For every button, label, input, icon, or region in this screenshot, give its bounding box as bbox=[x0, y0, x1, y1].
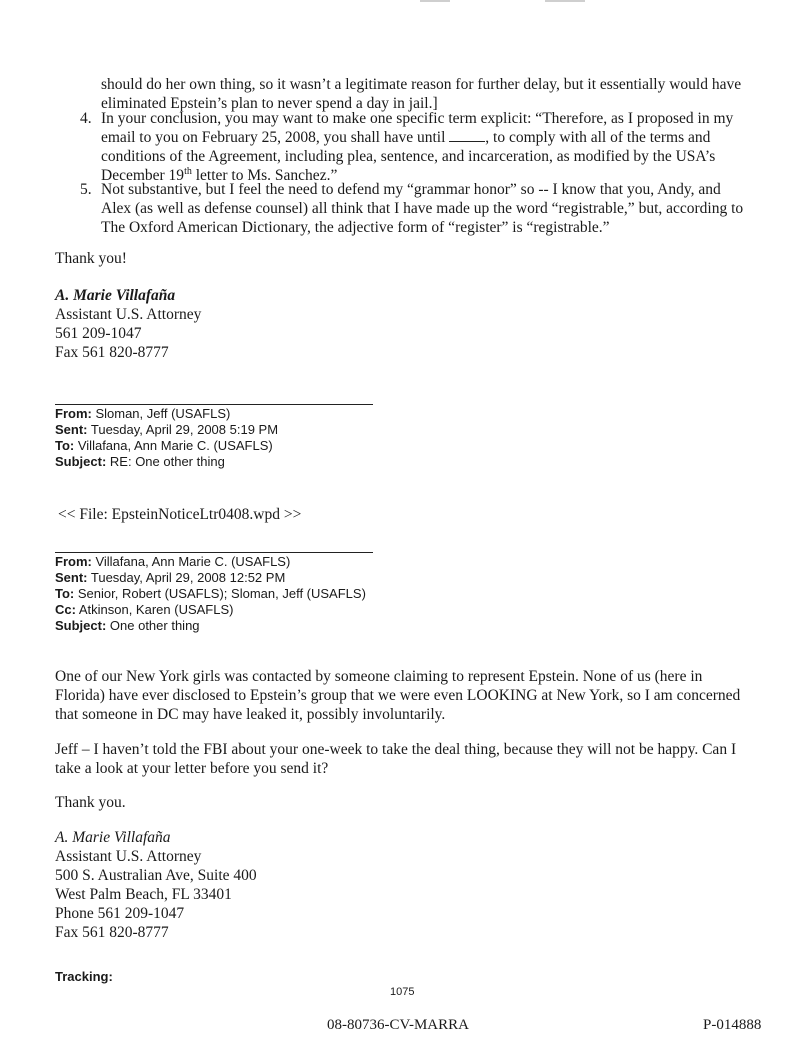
email-header bbox=[55, 554, 366, 634]
to-label: To: bbox=[55, 586, 75, 601]
email-divider bbox=[55, 404, 373, 405]
scan-mark bbox=[545, 0, 585, 2]
list-item bbox=[80, 109, 780, 185]
subject-label: Subject: bbox=[55, 454, 107, 469]
cc-label: Cc: bbox=[55, 602, 76, 617]
email-header bbox=[55, 406, 278, 470]
list-item-text: email to you on February 25, 2008, you shall have until bbox=[101, 129, 450, 146]
email-sent bbox=[55, 570, 366, 586]
email-sent bbox=[55, 422, 278, 438]
closing: Thank you. bbox=[55, 794, 126, 811]
list-item-text: letter to Ms. Sanchez.” bbox=[191, 167, 338, 184]
paragraph-line: should do her own thing, so it wasn’t a legitimate reason for further delay, but it essentially would have bbox=[101, 76, 742, 93]
signature-title: Assistant U.S. Attorney bbox=[55, 306, 202, 323]
top-paragraph bbox=[101, 75, 741, 113]
from-value: Villafana, Ann Marie C. (USAFLS) bbox=[91, 554, 291, 569]
to-value: Senior, Robert (USAFLS); Sloman, Jeff (USAFLS) bbox=[74, 586, 366, 601]
signature-title: Assistant U.S. Attorney bbox=[55, 848, 202, 865]
paragraph-line: take a look at your letter before you send it? bbox=[55, 760, 329, 777]
bates-number: P-014888 bbox=[703, 1017, 762, 1033]
body-paragraph bbox=[55, 740, 736, 778]
paragraph-line: Jeff – I haven’t told the FBI about your one-week to take the deal thing, because they will not be happy. Can I bbox=[55, 741, 737, 758]
signature-address: 500 S. Australian Ave, Suite 400 bbox=[55, 867, 257, 884]
signature-name: A. Marie Villafaña bbox=[55, 287, 176, 304]
subject-value: RE: One other thing bbox=[106, 454, 225, 469]
scan-mark bbox=[420, 0, 450, 2]
from-label: From: bbox=[55, 554, 92, 569]
list-item-text: , to comply with all of the terms and bbox=[485, 129, 711, 146]
signature-fax: Fax 561 820-8777 bbox=[55, 344, 169, 361]
email-subject bbox=[55, 454, 278, 470]
case-number: 08-80736-CV-MARRA bbox=[327, 1017, 469, 1033]
signature-name: A. Marie Villafaña bbox=[55, 829, 171, 846]
signature-phone: Phone 561 209-1047 bbox=[55, 905, 185, 922]
from-value: Sloman, Jeff (USAFLS) bbox=[91, 406, 231, 421]
cc-value: Atkinson, Karen (USAFLS) bbox=[75, 602, 234, 617]
subject-label: Subject: bbox=[55, 618, 107, 633]
list-item-line: conditions of the Agreement, including plea, sentence, and incarceration, as modified by the USA’s bbox=[101, 148, 716, 165]
sent-value: Tuesday, April 29, 2008 12:52 PM bbox=[87, 570, 286, 585]
email-from bbox=[55, 406, 278, 422]
signature-phone: 561 209-1047 bbox=[55, 325, 142, 342]
list-number: 4. bbox=[80, 110, 92, 127]
page-number: 1075 bbox=[390, 986, 415, 998]
list-item-text: December 19 bbox=[101, 167, 185, 184]
to-value: Villafana, Ann Marie C. (USAFLS) bbox=[74, 438, 273, 453]
list-item-line bbox=[101, 128, 780, 147]
email-to bbox=[55, 438, 278, 454]
paragraph-line: eliminated Epstein’s plan to never spend a day in jail.] bbox=[101, 95, 438, 112]
sent-value: Tuesday, April 29, 2008 5:19 PM bbox=[87, 422, 279, 437]
list-item-line: Alex (as well as defense counsel) all think that I have made up the word “registrable,” but, according to bbox=[101, 200, 744, 217]
signature-fax: Fax 561 820-8777 bbox=[55, 924, 169, 941]
list-number: 5. bbox=[80, 181, 92, 198]
email-cc bbox=[55, 602, 366, 618]
attachment-reference: << File: EpsteinNoticeLtr0408.wpd >> bbox=[58, 506, 302, 523]
body-paragraph bbox=[55, 667, 740, 724]
list-item-line: In your conclusion, you may want to make one specific term explicit: “Therefore, as I proposed in my bbox=[101, 110, 734, 127]
paragraph-line: One of our New York girls was contacted by someone claiming to represent Epstein. None of us (here in bbox=[55, 668, 703, 685]
list-item-line: The Oxford American Dictionary, the adjective form of “register” is “registrable.” bbox=[101, 219, 610, 236]
signature-block bbox=[55, 286, 201, 362]
paragraph-line: Florida) have ever disclosed to Epstein’s group that we were even LOOKING at New York, so I am concerned bbox=[55, 687, 741, 704]
list-item-line: Not substantive, but I feel the need to defend my “grammar honor” so -- I know that you, Andy, and bbox=[101, 181, 721, 198]
email-divider bbox=[55, 552, 373, 553]
signature-block bbox=[55, 828, 257, 942]
signature-address: West Palm Beach, FL 33401 bbox=[55, 886, 232, 903]
list-item bbox=[80, 180, 800, 237]
to-label: To: bbox=[55, 438, 75, 453]
sent-label: Sent: bbox=[55, 422, 88, 437]
superscript: th bbox=[184, 165, 192, 177]
sent-label: Sent: bbox=[55, 570, 88, 585]
email-subject bbox=[55, 618, 366, 634]
email-to bbox=[55, 586, 366, 602]
closing: Thank you! bbox=[55, 250, 127, 267]
tracking-label: Tracking: bbox=[55, 969, 113, 984]
from-label: From: bbox=[55, 406, 92, 421]
paragraph-line: that someone in DC may have leaked it, possibly involuntarily. bbox=[55, 706, 446, 723]
blank-underline bbox=[449, 128, 485, 142]
email-from bbox=[55, 554, 366, 570]
subject-value: One other thing bbox=[106, 618, 200, 633]
